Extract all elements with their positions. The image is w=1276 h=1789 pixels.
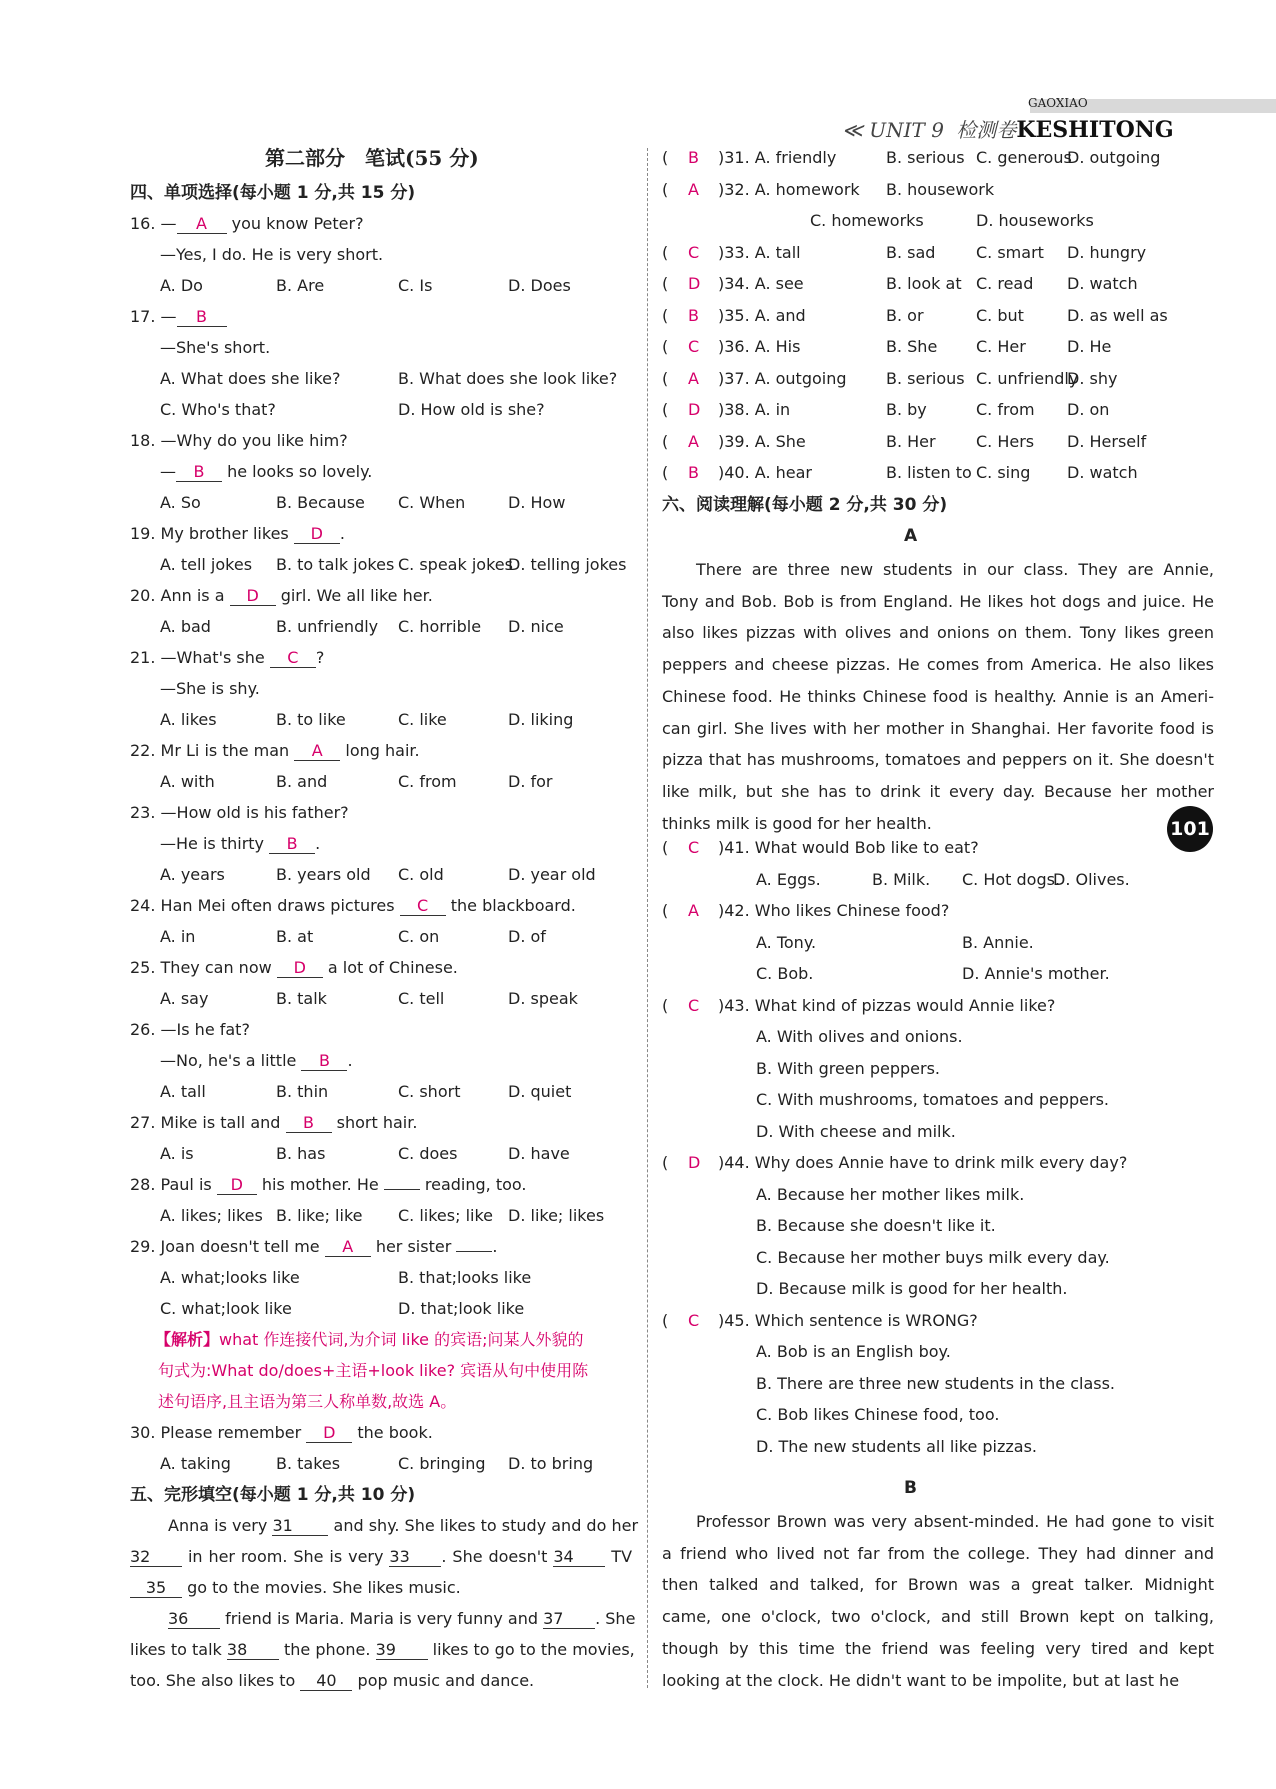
question-18-line2: — B he looks so lovely. (160, 462, 373, 481)
option: C. Because her mother buys milk every day. (756, 1247, 1110, 1267)
question-21: 21. —What's she C ? (130, 648, 325, 667)
column-divider (647, 148, 648, 1688)
passage-line: like milk, but she has to drink it every day. Because her mother (662, 781, 1214, 801)
question-17-option-d: D. How old is she? (398, 400, 545, 419)
question-26: 26. —Is he fat? (130, 1020, 250, 1039)
question-24: 24. Han Mei often draws pictures C the blackboard. (130, 896, 576, 915)
option: D. Olives. (1053, 869, 1130, 889)
passage-line: Chinese food. He thinks Chinese food is healthy. Annie is an Ameri- (662, 686, 1214, 706)
passage-line: thinks milk is good for her health. (662, 813, 932, 833)
answer-mark: C (688, 995, 700, 1015)
question-stem: )42. Who likes Chinese food? (718, 901, 950, 920)
passage-line: came, one o'clock, two o'clock, and still Brown kept on talking, (662, 1607, 1214, 1627)
option: C. Bob likes Chinese food, too. (756, 1405, 1000, 1424)
question-17-option-b: B. What does she look like? (398, 369, 618, 388)
option: D. The new students all like pizzas. (756, 1436, 1037, 1456)
question-paren: ( (662, 995, 669, 1015)
cloze-line1: Anna is very 31 and shy. She likes to study and do her (168, 1516, 639, 1535)
answer-mark: C (688, 1310, 700, 1330)
option: D. Because milk is good for her health. (756, 1279, 1068, 1298)
option: B. Annie. (962, 932, 1034, 952)
question-paren: ( (662, 1153, 669, 1172)
explanation-line2: 句式为:What do/does+主语+look like? 宾语从句中使用陈 (158, 1361, 589, 1380)
question-17: 17. — B (130, 307, 227, 327)
option: A. Tony. (756, 932, 817, 952)
passage-line: Professor Brown was very absent-minded. He had gone to visit (696, 1512, 1214, 1531)
question-19: 19. My brother likes D . (130, 524, 345, 543)
option: B. There are three new students in the class. (756, 1373, 1115, 1393)
question-25: 25. They can now D a lot of Chinese. (130, 958, 458, 977)
section-6-title: 六、阅读理解(每小题 2 分,共 30 分) (662, 495, 948, 515)
passage-line: looking at the clock. He didn't want to be impolite, but at last he (662, 1670, 1180, 1690)
option: C. Hot dogs. (962, 869, 1061, 889)
question-18: 18. —Why do you like him? (130, 431, 348, 450)
question-20: 20. Ann is a D girl. We all like her. (130, 586, 433, 605)
question-29-option-d: D. that;look like (398, 1299, 525, 1318)
option: D. Annie's mother. (962, 964, 1110, 983)
question-30: 30. Please remember D the book. (130, 1423, 433, 1442)
cloze-line6: too. She also likes to 40 pop music and dance. (130, 1671, 535, 1690)
passage-line: Tony and Bob. Bob is from England. He likes hot dogs and juice. He (662, 591, 1214, 611)
page-number: 101 (1167, 806, 1213, 852)
question-paren: ( (662, 901, 669, 920)
question-17-option-a: A. What does she like? (160, 369, 341, 388)
question-stem: )43. What kind of pizzas would Annie like? (718, 995, 1056, 1015)
question-29: 29. Joan doesn't tell me A her sister . (130, 1237, 498, 1256)
question-16-line2: —Yes, I do. He is very short. (160, 245, 384, 264)
question-23-line2: —He is thirty B . (160, 834, 321, 853)
answer-mark: C (688, 838, 700, 857)
cloze-line5: likes to talk 38 the phone. 39 likes to go to the movies, (130, 1640, 635, 1659)
option: A. Because her mother likes milk. (756, 1184, 1025, 1204)
question-17-option-c: C. Who's that? (160, 400, 276, 419)
option: B. With green peppers. (756, 1058, 941, 1078)
passage-line: then talked and talked, for Brown was a great talker. Midnight (662, 1575, 1214, 1595)
question-27: 27. Mike is tall and B short hair. (130, 1113, 418, 1132)
question-29-option-a: A. what;looks like (160, 1268, 300, 1287)
passage-b (662, 1506, 1214, 1696)
cloze-line4: 36 friend is Maria. Maria is very funny and 37 . She (168, 1609, 636, 1628)
question-23: 23. —How old is his father? (130, 803, 349, 822)
option: C. With mushrooms, tomatoes and peppers. (756, 1090, 1109, 1109)
section-5-title: 五、完形填空(每小题 1 分,共 10 分) (130, 1485, 416, 1505)
option: B. Milk. (872, 869, 931, 889)
answer-mark: A (688, 901, 699, 920)
passage-line: pizza that has mushrooms, tomatoes and peppers on it. She doesn't (662, 750, 1214, 770)
question-29-option-b: B. that;looks like (398, 1268, 532, 1287)
question-stem: )44. Why does Annie have to drink milk every day? (718, 1153, 1128, 1172)
question-stem: )41. What would Bob like to eat? (718, 838, 979, 857)
option: C. Bob. (756, 964, 814, 983)
question-paren: ( (662, 1310, 669, 1330)
question-26-line2: —No, he's a little B . (160, 1051, 353, 1070)
option: A. Bob is an English boy. (756, 1342, 951, 1361)
cloze-line2: 32 in her room. She is very 33 . She doesn't 34 TV (130, 1547, 633, 1566)
question-17-line2: —She's short. (160, 338, 271, 357)
option: D. With cheese and milk. (756, 1121, 956, 1141)
question-28: 28. Paul is D his mother. He reading, too. (130, 1175, 527, 1194)
section-4-title: 四、单项选择(每小题 1 分,共 15 分) (130, 183, 416, 203)
header-unit: ≪ UNIT 9 检测卷KESHITONG (842, 117, 1174, 143)
header-gaoxiao: GAOXIAO (1028, 96, 1088, 110)
cloze-line3: 35 go to the movies. She likes music. (130, 1578, 461, 1598)
question-29-option-c: C. what;look like (160, 1299, 292, 1318)
question-paren: ( (662, 838, 669, 857)
double-arrow-icon: ≪ (842, 118, 863, 142)
question-16: 16. — A you know Peter? (130, 214, 364, 233)
explanation-line3: 述句语序,且主语为第三人称单数,故选 A。 (158, 1392, 457, 1411)
passage-line: though by this time the friend was feeling very tired and kept (662, 1638, 1214, 1658)
passage-line: There are three new students in our class. They are Annie, (696, 560, 1214, 579)
explanation-line1: 【解析】what 作连接代词,为介词 like 的宾语;问某人外貌的 (155, 1330, 584, 1349)
passage-line: can girl. She lives with her mother in Shanghai. Her favorite food is (662, 718, 1214, 738)
passage-a (662, 554, 1214, 839)
passage-line: peppers and cheese pizzas. He comes from America. He also likes (662, 655, 1214, 675)
option: A. Eggs. (756, 869, 821, 889)
passage-line: also likes pizzas with olives and onions on them. Tony likes green (662, 623, 1214, 643)
part-title: 第二部分 笔试(55 分) (265, 146, 479, 170)
question-22: 22. Mr Li is the man A long hair. (130, 741, 420, 760)
answer-mark: D (688, 1153, 701, 1172)
passage-b-label: B (904, 1478, 917, 1498)
passage-a-label: A (904, 526, 918, 546)
option: A. With olives and onions. (756, 1027, 963, 1046)
passage-line: a friend who lived not far from the college. They had dinner and (662, 1543, 1214, 1563)
option: B. Because she doesn't like it. (756, 1216, 996, 1235)
question-stem: )45. Which sentence is WRONG? (718, 1310, 978, 1330)
question-21-line2: —She is shy. (160, 679, 260, 698)
